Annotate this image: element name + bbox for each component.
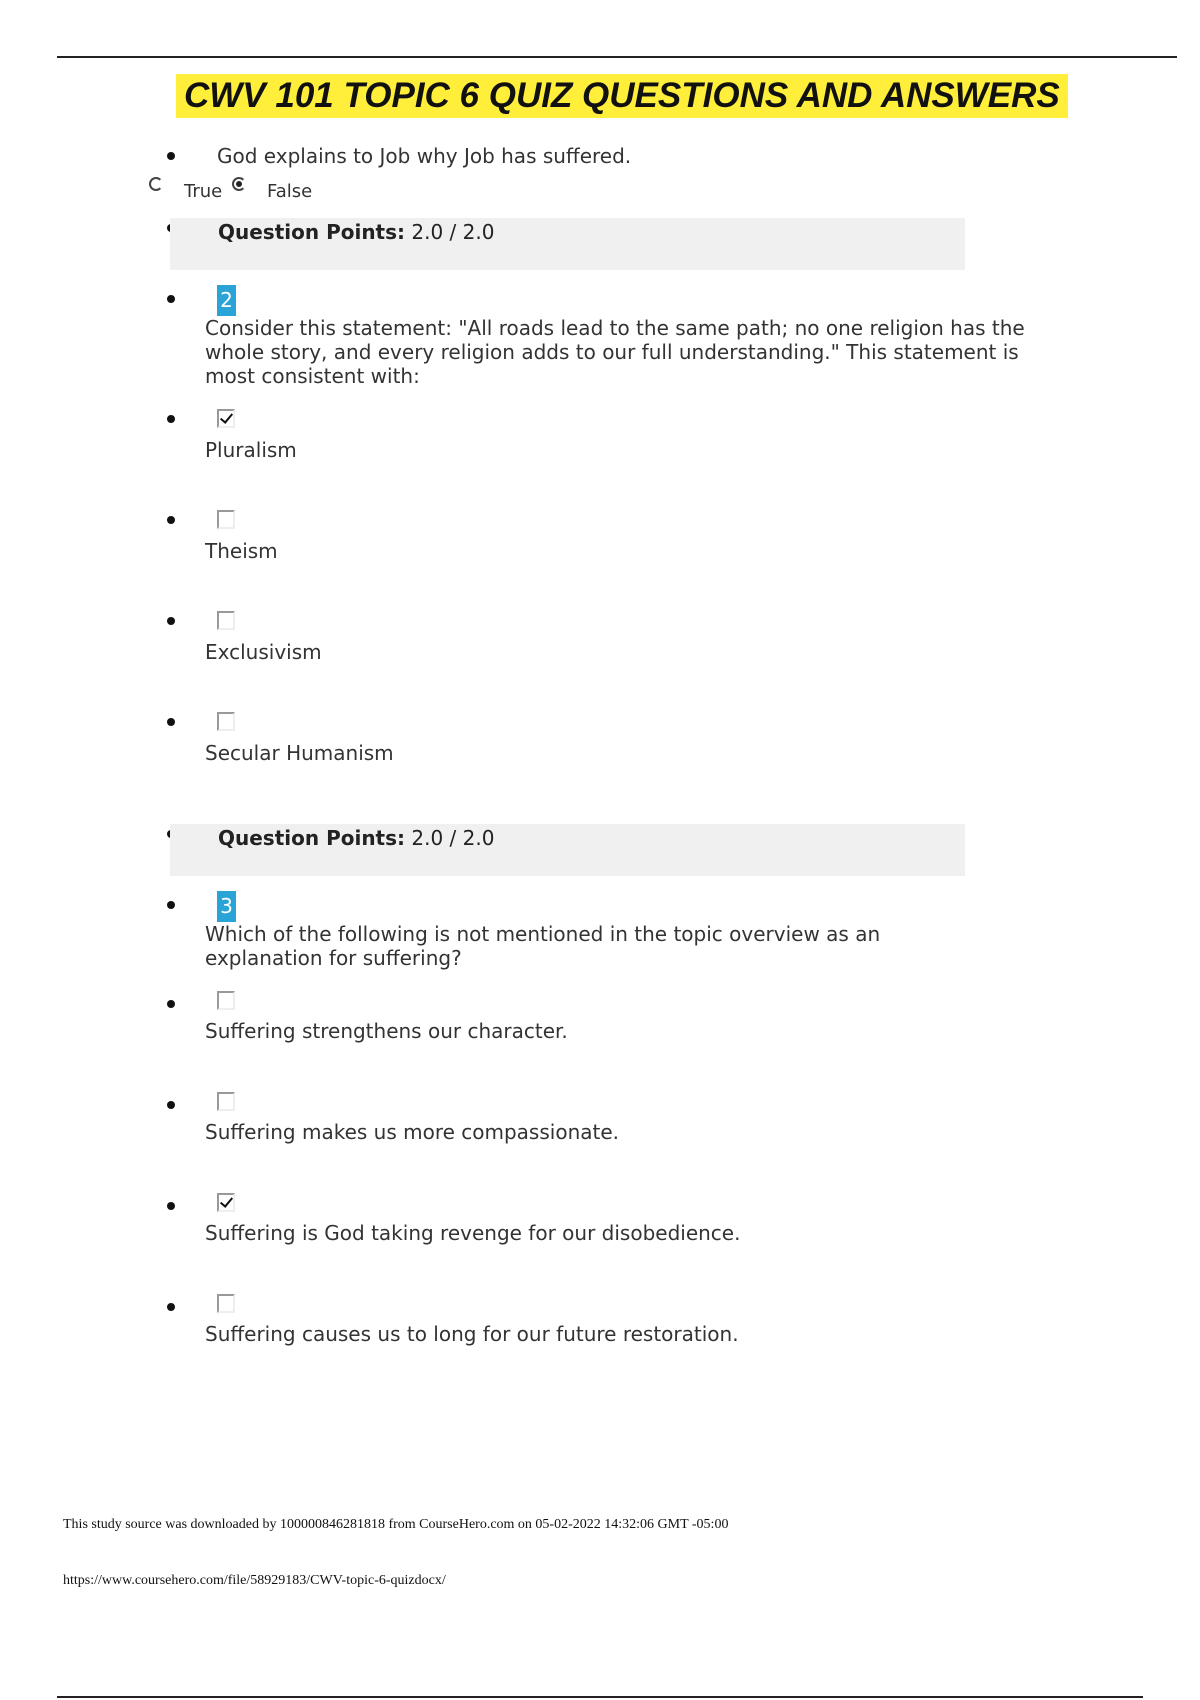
bullet xyxy=(167,901,175,909)
bullet xyxy=(167,1000,175,1008)
footer-url[interactable]: https://www.coursehero.com/file/58929183/CWV-topic-6-quizdocx/ xyxy=(63,1573,446,1588)
question-1-points-bar xyxy=(170,218,965,270)
option-future-restoration: Suffering causes us to long for our future restoration. xyxy=(205,1322,739,1346)
checkbox-theism[interactable] xyxy=(217,510,235,529)
checkbox-future-restoration[interactable] xyxy=(217,1294,235,1313)
option-exclusivism: Exclusivism xyxy=(205,640,322,664)
bullet xyxy=(167,516,175,524)
bullet xyxy=(167,1303,175,1311)
checkbox-more-compassionate[interactable] xyxy=(217,1092,235,1111)
checkbox-god-revenge[interactable] xyxy=(217,1193,235,1212)
radio-false-label: False xyxy=(267,181,313,202)
option-theism: Theism xyxy=(205,539,278,563)
option-pluralism: Pluralism xyxy=(205,438,297,462)
question-1-text: God explains to Job why Job has suffered. xyxy=(217,144,632,168)
bullet xyxy=(167,295,175,303)
option-strengthens-character: Suffering strengthens our character. xyxy=(205,1019,568,1043)
points-value: 2.0 / 2.0 xyxy=(411,826,495,850)
question-2-number-badge: 2 xyxy=(217,285,236,316)
bullet xyxy=(167,1101,175,1109)
question-3-text: Which of the following is not mentioned in the topic overview as an explanation for suffering? xyxy=(205,922,881,970)
points-value: 2.0 / 2.0 xyxy=(411,220,495,244)
checkbox-secular-humanism[interactable] xyxy=(217,712,235,731)
checkbox-pluralism[interactable] xyxy=(217,409,235,428)
bullet xyxy=(167,415,175,423)
question-2-text: Consider this statement: "All roads lead to the same path; no one religion has the whole story, and every religion adds to our full understanding." This statement is most consistent with: xyxy=(205,316,1025,388)
option-secular-humanism: Secular Humanism xyxy=(205,741,394,765)
top-rule xyxy=(57,56,1177,58)
points-label: Question Points: xyxy=(218,220,406,244)
points-label: Question Points: xyxy=(218,826,406,850)
bullet xyxy=(167,718,175,726)
radio-false[interactable] xyxy=(232,177,246,191)
radio-true[interactable] xyxy=(149,177,163,191)
page-title: CWV 101 TOPIC 6 QUIZ QUESTIONS AND ANSWERS xyxy=(176,74,1068,118)
radio-true-label: True xyxy=(184,181,223,202)
question-3-number-badge: 3 xyxy=(217,891,236,922)
checkbox-exclusivism[interactable] xyxy=(217,611,235,630)
option-more-compassionate: Suffering makes us more compassionate. xyxy=(205,1120,620,1144)
bullet xyxy=(167,617,175,625)
bottom-rule xyxy=(57,1696,1143,1698)
bullet xyxy=(167,152,175,160)
option-god-revenge: Suffering is God taking revenge for our disobedience. xyxy=(205,1221,741,1245)
question-2-points-bar xyxy=(170,824,965,876)
question-2-points xyxy=(218,826,494,850)
bullet xyxy=(167,1202,175,1210)
footer-source-line: This study source was downloaded by 100000846281818 from CourseHero.com on 05-02-2022 14:32:06 GMT -05:00 xyxy=(63,1517,729,1532)
question-1-points xyxy=(218,220,494,244)
checkbox-strengthens-character[interactable] xyxy=(217,991,235,1010)
